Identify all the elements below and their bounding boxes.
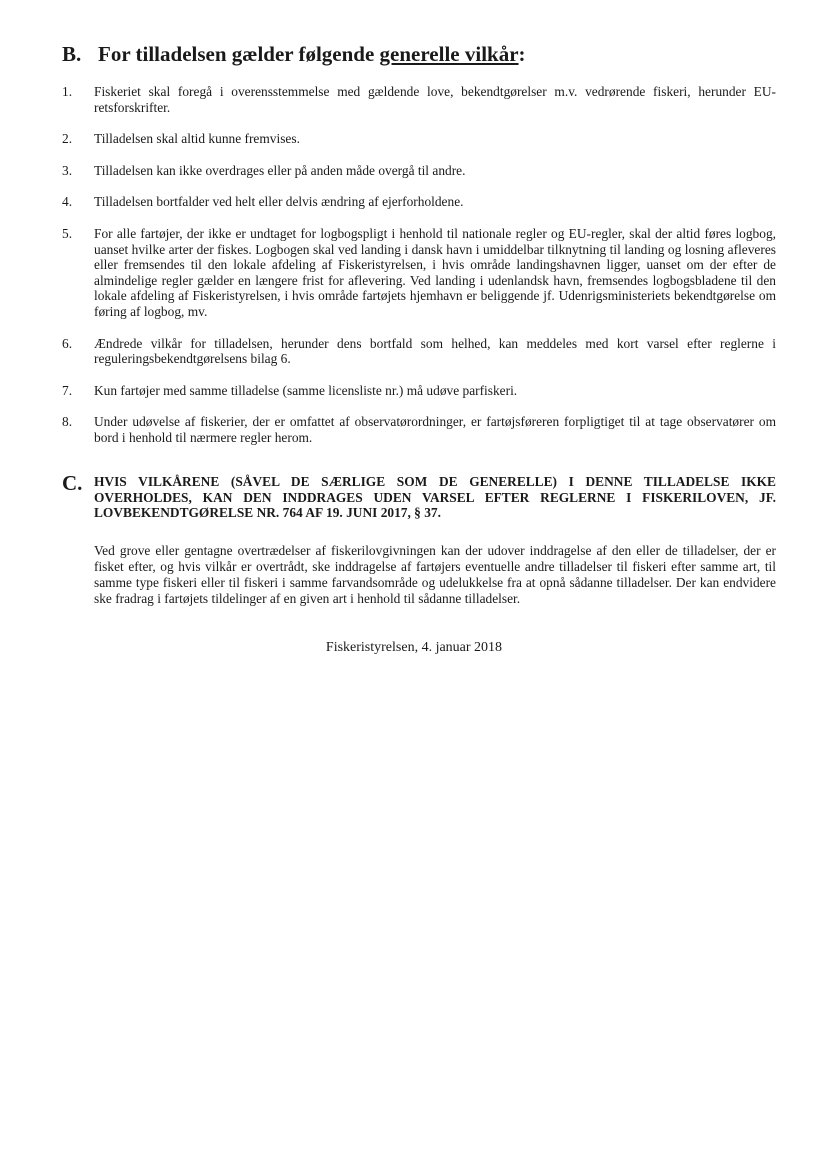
list-item [62,163,776,179]
item-number: 6. [62,335,73,351]
section-b-heading [62,42,526,67]
list-item [62,84,776,115]
item-text: Ændrede vilkår for tilladelsen, herunder dens bortfald som helhed, kan meddeles med kort varsel efter reglerne i reguleringsbekendtgørelsens bilag 6. [94,335,776,367]
item-text: Tilladelsen skal altid kunne fremvises. [94,131,300,147]
list-item [62,226,776,320]
conditions-list [62,84,776,462]
list-item [62,336,776,367]
section-c-heading [62,471,776,521]
list-item [62,194,776,210]
item-text: Kun fartøjer med samme tilladelse (samme licensliste nr.) må udøve parfiskeri. [94,382,518,398]
item-text: For alle fartøjer, der ikke er undtaget for logbogspligt i henhold til nationale regler og EU-regler, skal der altid føres logbog, uanset hvilke arter der fiskes. Logbogen skal ved landing i dansk havn i umiddelbar tilknytning til landing og losning afleveres eller fremsendes til den lokale afdeling af Fiskeristyrelsen, i hvis område landingshavnen ligger, uanset om der efter de almindelige regler gælder en længere frist for aflevering. Ved landing i udenlandsk havn, fremsendes logbogsbladene til den lokale afdeling af Fiskeristyrelsen, i hvis område fartøjets hjemhavn er beliggende jf. Udenrigsministeriets bekendtgørelse om føring af logbog, mv. [94,225,776,319]
section-b-title-suffix: : [518,42,526,66]
item-number: 4. [62,194,73,210]
item-number: 5. [62,225,73,241]
section-c-letter: C. [62,471,83,495]
item-number: 1. [62,84,73,99]
list-item [62,383,776,399]
section-b-letter: B. [62,42,82,66]
item-text: Tilladelsen kan ikke overdrages eller på anden måde overgå til andre. [94,162,466,178]
item-text: Tilladelsen bortfalder ved helt eller delvis ændring af ejerforholdene. [94,194,464,210]
list-item [62,414,776,445]
item-number: 3. [62,162,73,178]
item-text: Fiskeriet skal foregå i overensstemmelse med gældende love, bekendtgørelser m.v. vedrørende fiskeri, herunder EU-retsforskrifter. [94,84,776,115]
item-number: 7. [62,382,73,398]
section-b-title-underlined: generelle vilkår [379,42,519,66]
item-number: 2. [62,131,73,147]
item-text: Under udøvelse af fiskerier, der er omfattet af observatørordninger, er fartøjsføreren forpligtiget til at tage observatører om bord i henhold til nærmere regler herom. [94,414,776,445]
list-item [62,131,776,147]
signature-line: Fiskeristyrelsen, 4. januar 2018 [325,640,503,655]
section-c-paragraph: Ved grove eller gentagne overtrædelser af fiskerilovgivningen kan der udover inddragelse af den eller de tilladelser, der er fisket efter, og hvis vilkår er overtrådt, ske inddragelse af fartøjers eventuelle andre tilladelser til fiskeri efter samme art, til samme type fiskeri eller til fiskeri i samme farvandsområde og udelukkelse fra at opnå sådanne tilladelser. Der kan endvidere ske fradrag i fartøjets tildelinger af en given art i henhold til sådanne tilladelser. [94,543,776,606]
section-c-heading-text: HVIS VILKÅRENE (SÅVEL DE SÆRLIGE SOM DE GENERELLE) I DENNE TILLADELSE IKKE OVERHOLDES, KAN DEN INDDRAGES UDEN VARSEL EFTER REGLERNE I FISKERILOVEN, JF. LOVBEKENDTGØRELSE NR. 764 AF 19. JUNI 2017, § 37. [94,474,776,521]
section-b-title-prefix: For tilladelsen gælder følgende [98,42,380,66]
item-number: 8. [62,414,73,430]
